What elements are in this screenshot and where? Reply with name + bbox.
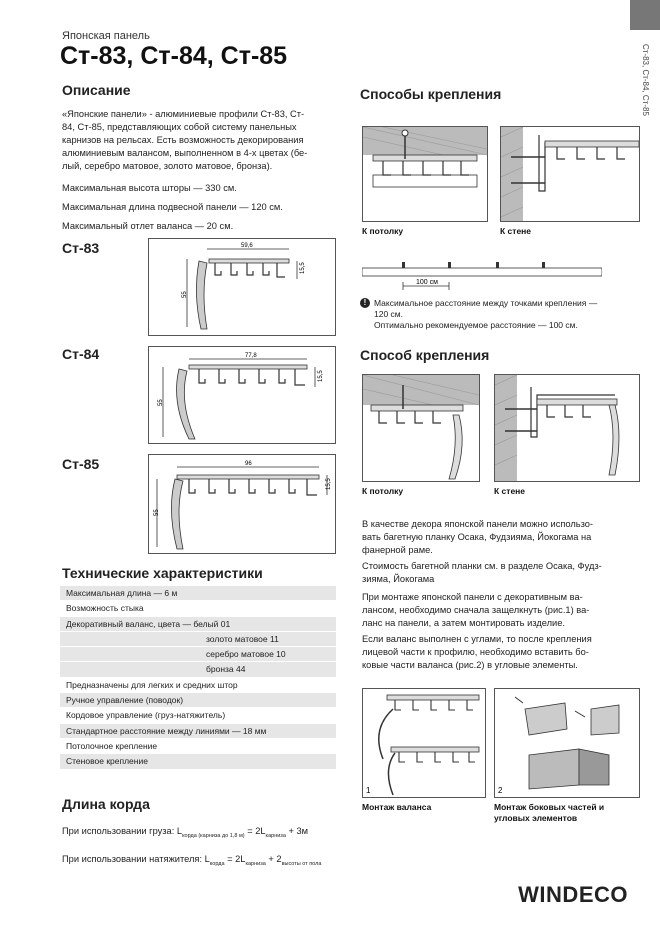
spacing-diagram: [362, 258, 602, 298]
cord-heading: Длина корда: [62, 796, 150, 812]
mount-ceiling-drawing: [362, 126, 488, 222]
decor-paragraph-4: Если валанс выполнен с углами, то после крепления лицевой части к профилю, необходимо вставить бо- ковые части валанса (рис.2) в угловые элементы.: [362, 634, 592, 670]
mount2-ceiling-drawing: [362, 374, 480, 482]
mount-ceiling-caption: К потолку: [362, 226, 404, 236]
figure1-caption: Монтаж валанса: [362, 802, 432, 812]
decor-paragraph-2: Стоимость багетной планки см. в разделе Осака, Фудз- зияма, Йокогама: [362, 561, 602, 584]
spec-row: Стандартное расстояние между линиями — 18 мм: [60, 724, 336, 739]
svg-text:1: 1: [366, 786, 371, 795]
mount2-ceiling-caption: К потолку: [362, 486, 404, 496]
spec-row: Максимальная длина — 6 м: [60, 586, 336, 601]
fact-max-offset: Максимальный отлет валанса — 20 см.: [62, 221, 234, 231]
decor-paragraph-3: При монтаже японской панели с декоративным ва- лансом, необходимо сначала защелкнуть (рис.1) ва- ланс на панели, а затем монтировать изделие.: [362, 592, 590, 628]
fact-max-length: Максимальная длина подвесной панели — 120 см.: [62, 202, 283, 212]
decor-paragraph-1: В качестве декора японской панели можно использо- вать багетную планку Осака, Фудзияма, Йокогама на фанерной раме.: [362, 519, 594, 555]
mount2-wall-drawing: [494, 374, 640, 482]
spec-row: серебро матовое 10: [60, 647, 336, 662]
spec-row: Декоративный валанс, цвета — белый 01: [60, 617, 336, 632]
svg-text:55: 55: [154, 509, 160, 516]
description-text: «Японские панели» - алюминиевые профили Ст-83, Ст- 84, Ст-85, представляющих собой систему панельных карнизов на рельсах. Есть возможность декорирования алюминиевым валансом, выполненном в 4-х цветах (бе- лый, серебро матовое, золото матовое, бронза).: [62, 109, 308, 171]
brand-logo: WINDECO: [518, 882, 628, 907]
svg-text:77,8: 77,8: [245, 353, 257, 359]
mounting2-heading: Способ крепления: [360, 347, 490, 363]
figure-valance-mounting: [362, 688, 486, 798]
svg-text:96: 96: [245, 461, 252, 467]
spec-row: Стеновое крепление: [60, 754, 336, 769]
spec-row: Потолочное крепление: [60, 739, 336, 754]
svg-text:100 см: 100 см: [416, 279, 438, 286]
spec-row: Возможность стыка: [60, 601, 336, 616]
spec-row: бронза 44: [60, 662, 336, 677]
spec-row: Кордовое управление (груз-натяжитель): [60, 708, 336, 723]
specs-table: [60, 586, 336, 770]
spec-row: Предназначены для легких и средних штор: [60, 678, 336, 693]
cord-formula-weight: При использовании груза: $L_{корда (карниза до 1,8 м)} = 2L_{карниза} + 3м$: [62, 826, 309, 839]
svg-text:2: 2: [498, 786, 503, 795]
profile-label-ct83: Ст-83: [62, 240, 100, 256]
mount2-wall-caption: К стене: [494, 486, 526, 496]
info-icon: !: [360, 298, 370, 308]
profile-drawing-ct83: [148, 238, 336, 336]
spec-row: золото матовое 11: [60, 632, 336, 647]
page-title: Ст-83, Ст-84, Ст-85: [60, 42, 288, 70]
svg-text:15,5: 15,5: [300, 262, 306, 274]
cord-formula-tensioner: При использовании натяжителя: $L_{корда} = 2L_{карниза} + 2_{высоты от пола}$: [62, 854, 322, 867]
mounting-heading: Способы крепления: [360, 86, 502, 102]
figure2-caption: Монтаж боковых частей и угловых элементов: [494, 802, 605, 823]
figure-side-parts-mounting: [494, 688, 640, 798]
mount-wall-drawing: [500, 126, 640, 222]
svg-text:15,5: 15,5: [318, 370, 324, 382]
page-subtitle: Японская панель: [62, 30, 150, 42]
specs-heading: Технические характеристики: [62, 565, 263, 581]
profile-label-ct84: Ст-84: [62, 346, 100, 362]
mount-wall-caption: К стене: [500, 226, 532, 236]
description-heading: Описание: [62, 82, 131, 98]
svg-text:55: 55: [158, 399, 164, 406]
fact-max-height: Максимальная высота шторы — 330 см.: [62, 183, 237, 193]
svg-text:15,5: 15,5: [326, 478, 332, 490]
mounting-note: Максимальное расстояние между точками крепления — 120 см. Оптимально рекомендуемое расстояние — 100 см.: [374, 298, 598, 330]
profile-drawing-ct84: [148, 346, 336, 444]
profile-label-ct85: Ст-85: [62, 456, 100, 472]
corner-tab: [630, 0, 660, 30]
svg-text:55: 55: [182, 291, 188, 298]
profile-drawing-ct85: [148, 454, 336, 554]
spec-row: Ручное управление (поводок): [60, 693, 336, 708]
side-label: Ст-83, Ст-84, Ст-85: [641, 44, 650, 116]
svg-text:59,6: 59,6: [241, 243, 253, 249]
